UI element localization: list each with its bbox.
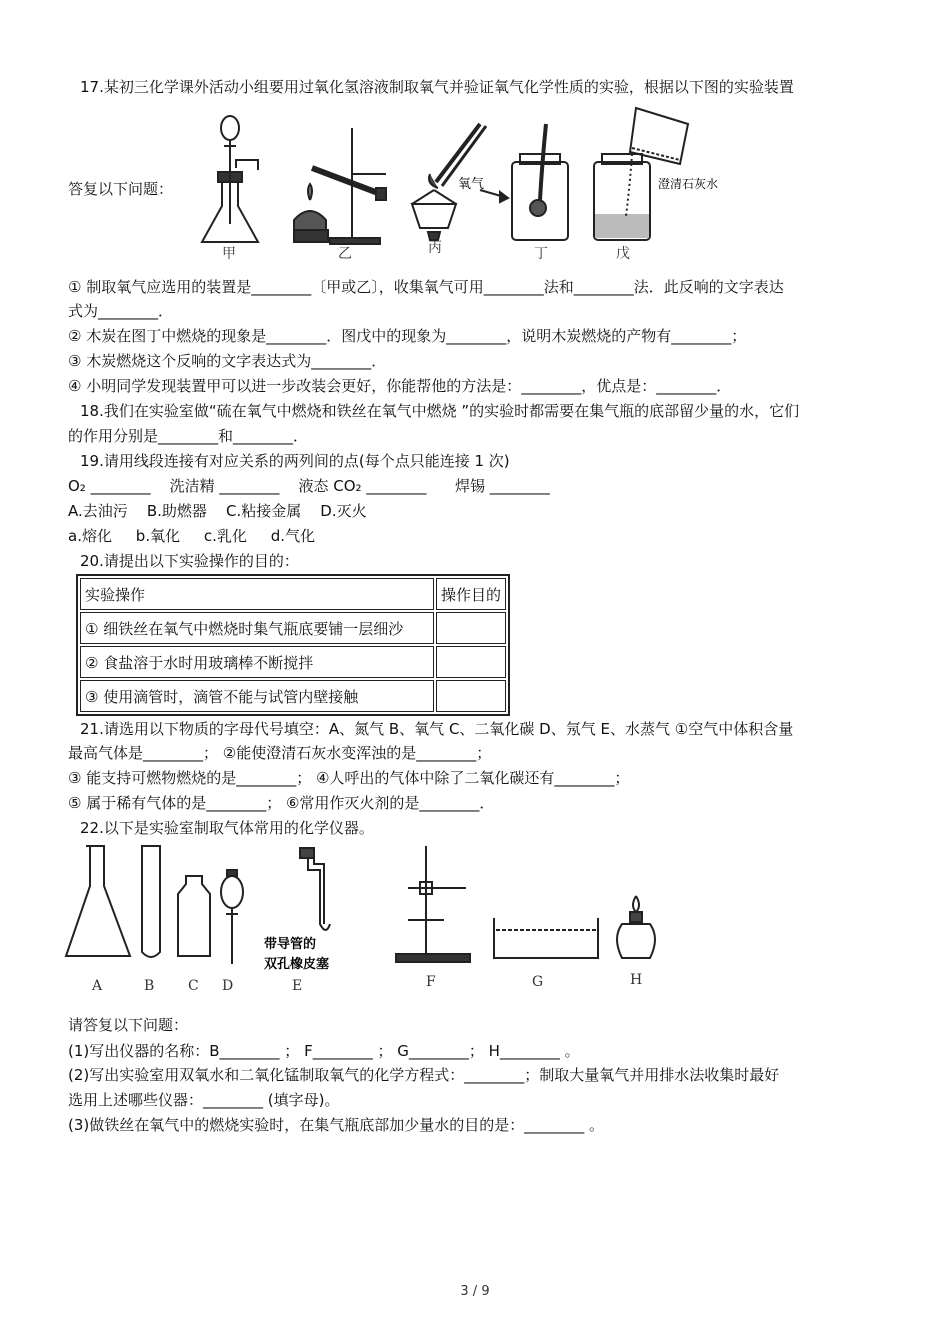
instrument-label-h: H: [630, 972, 643, 988]
test-tube-icon: [142, 846, 160, 957]
q21-line1: 21.请选用以下物质的字母代号填空：A、氮气 B、氧气 C、二氧化碳 D、氖气 E、水蒸气 ①空气中体积含量: [80, 720, 794, 738]
q22-part3: (3)做铁丝在氧气中的燃烧实验时，在集气瓶底部加少量水的目的是：________ 。: [68, 1116, 605, 1134]
apparatus-jia-icon: [202, 116, 258, 242]
q17-stem: 17.某初三化学课外活动小组要用过氧化氢溶液制取氧气并验证氧气化学性质的实验，根据以下图的实验装置: [80, 78, 794, 96]
iron-stand-icon: [396, 846, 470, 962]
q17-part1-line1: ① 制取氧气应选用的装置是________〔甲或乙〕，收集氧气可用________法和________法．此反响的文字表达: [68, 278, 784, 296]
table-row: [80, 646, 506, 678]
header-purpose: 操作目的: [436, 578, 506, 610]
gas-bottle-icon: [178, 876, 210, 956]
apparatus-ding-icon: [480, 124, 568, 240]
instrument-label-b: B: [144, 978, 155, 994]
q21-line4: ⑤ 属于稀有气体的是________； ⑥常用作灭火剂的是________．: [68, 794, 495, 812]
q17-part2: ② 木炭在图丁中燃烧的现象是________．图戊中的现象为________，说明木炭燃烧的产物有________；: [68, 327, 747, 345]
stopper-with-tube-icon: [300, 848, 330, 930]
separatory-funnel-icon: [221, 870, 243, 964]
q22-intro: 请答复以下问题：: [68, 1016, 189, 1034]
q18-line1: 18.我们在实验室做“硫在氧气中燃烧和铁丝在氧气中燃烧 ”的实验时都需要在集气瓶的底部留少量的水，它们: [80, 402, 800, 420]
q20-stem: 20.请提出以下实验操作的目的：: [80, 552, 299, 570]
fig-label-bing: 丙: [428, 240, 442, 256]
q22-part2-line2: 选用上述哪些仪器：________ (填字母)。: [68, 1091, 340, 1109]
stopper-caption-line2: 双孔橡皮塞: [264, 957, 330, 972]
q22-instruments-figure: [64, 840, 664, 998]
fig-text-oxygen: 氧气: [458, 177, 485, 192]
q22-part1: (1)写出仪器的名称：B________ ； F________ ； G________； H________ 。: [68, 1042, 580, 1060]
stopper-caption-line1: 带导管的: [264, 937, 317, 952]
purpose-blank[interactable]: [436, 680, 506, 712]
q19-stem: 19.请用线段连接有对应关系的两列间的点(每个点只能连接 1 次): [80, 452, 510, 470]
table-row: [80, 680, 506, 712]
instrument-label-c: C: [188, 978, 199, 994]
operation-cell: ① 细铁丝在氧气中燃烧时集气瓶底要铺一层细沙: [80, 612, 434, 644]
conical-flask-icon: [66, 846, 130, 956]
alcohol-lamp-icon: [617, 896, 655, 958]
operation-cell: ② 食盐溶于水时用玻璃棒不断搅拌: [80, 646, 434, 678]
q17-part4: ④ 小明同学发现装置甲可以进一步改装会更好，你能帮他的方法是：________，优点是：________．: [68, 377, 732, 395]
q17-apparatus-figure: [190, 104, 719, 262]
q20-operations-table: [76, 574, 510, 716]
q17-answer-intro: 答复以下问题：: [68, 180, 174, 198]
operation-cell: ③ 使用滴管时，滴管不能与试管内壁接触: [80, 680, 434, 712]
q17-part1-line2: 式为________．: [68, 302, 174, 320]
table-header-row: [80, 578, 506, 610]
fig-label-yi: 乙: [338, 246, 352, 262]
instrument-label-f: F: [426, 974, 436, 990]
instrument-label-d: D: [222, 978, 234, 994]
q18-line2: 的作用分别是________和________．: [68, 427, 309, 445]
fig-text-limewater: 澄清石灰水: [658, 177, 719, 191]
instrument-label-g: G: [532, 974, 544, 990]
page-number: 3 / 9: [460, 1284, 490, 1299]
q21-line3: ③ 能支持可燃物燃烧的是________； ④人呼出的气体中除了二氧化碳还有________；: [68, 769, 630, 787]
q17-part3: ③ 木炭燃烧这个反响的文字表达式为________．: [68, 352, 387, 370]
q22-part2-line1: (2)写出实验室用双氧水和二氧化锰制取氧气的化学方程式：________；制取大量氧气并用排水法收集时最好: [68, 1066, 780, 1084]
q21-line2: 最高气体是________； ②能使澄清石灰水变浑浊的是________；: [68, 744, 492, 762]
apparatus-yi-icon: [294, 128, 386, 244]
header-operation: 实验操作: [80, 578, 434, 610]
water-trough-icon: [494, 918, 598, 958]
fig-label-wu: 戊: [616, 246, 630, 262]
purpose-blank[interactable]: [436, 646, 506, 678]
purpose-blank[interactable]: [436, 612, 506, 644]
fig-label-jia: 甲: [222, 246, 236, 262]
table-row: [80, 612, 506, 644]
q19-options-lower: a.熔化 b.氧化 c.乳化 d.气化: [68, 527, 316, 545]
q19-items: O₂ ________ 洗洁精 ________ 液态 CO₂ ________ 焊锡 ________: [68, 477, 550, 495]
apparatus-wu-icon: [594, 108, 688, 240]
fig-label-ding: 丁: [534, 246, 548, 262]
instrument-label-a: A: [92, 978, 103, 994]
q19-options-upper: A.去油污 B.助燃器 C.粘接金属 D.灭火: [68, 502, 367, 520]
q22-stem: 22.以下是实验室制取气体常用的化学仪器。: [80, 819, 374, 837]
instrument-label-e: E: [292, 978, 303, 994]
